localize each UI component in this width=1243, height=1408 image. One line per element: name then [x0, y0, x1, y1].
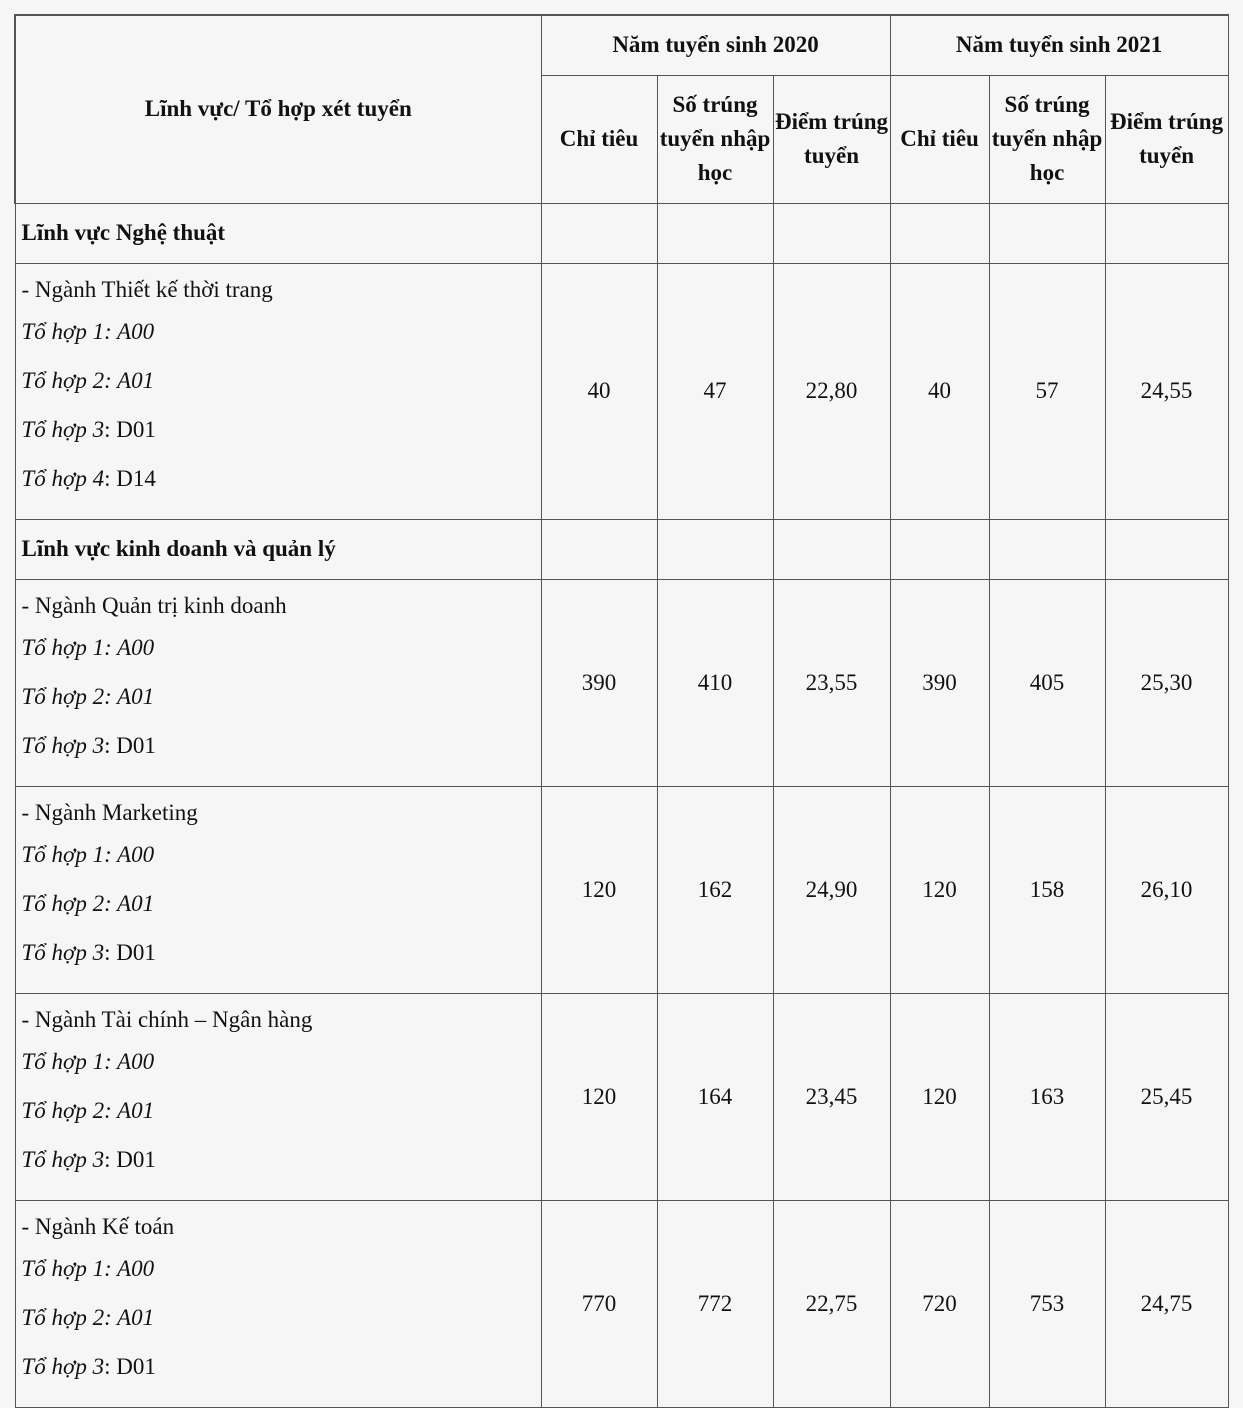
- combo-label: Tổ hợp 1: A00: [21, 318, 155, 344]
- sub-header: Điểm trúng tuyển: [1105, 75, 1228, 203]
- value-cell: 22,75: [773, 1200, 890, 1407]
- value-cell: 164: [657, 993, 773, 1200]
- combo-line: [22, 1244, 541, 1293]
- value-cell: 163: [989, 993, 1105, 1200]
- major-name: - Ngành Thiết kế thời trang: [21, 276, 273, 302]
- combo-line: [22, 1293, 541, 1342]
- major-cell: [15, 263, 541, 519]
- empty-cell: [1105, 203, 1228, 263]
- empty-cell: [773, 519, 890, 579]
- combo-label: Tổ hợp 1: A00: [21, 1255, 155, 1281]
- value-cell: 162: [657, 786, 773, 993]
- value-cell: 40: [890, 263, 989, 519]
- major-cell: [15, 993, 541, 1200]
- value-cell: 47: [657, 263, 773, 519]
- major-row: [15, 1200, 1228, 1407]
- value-cell: 390: [541, 579, 657, 786]
- value-cell: 158: [989, 786, 1105, 993]
- combo-code: : D01: [104, 1353, 156, 1379]
- combo-label: Tổ hợp 2: A01: [21, 367, 155, 393]
- section-title: Lĩnh vực kinh doanh và quản lý: [15, 519, 541, 579]
- value-cell: 720: [890, 1200, 989, 1407]
- major-row: [15, 993, 1228, 1200]
- value-cell: 770: [541, 1200, 657, 1407]
- empty-cell: [1105, 519, 1228, 579]
- sub-header: Chỉ tiêu: [541, 75, 657, 203]
- combo-label: Tổ hợp 1: A00: [21, 634, 155, 660]
- empty-cell: [890, 519, 989, 579]
- year-2021-header: Năm tuyển sinh 2021: [890, 15, 1228, 75]
- major-row: [15, 786, 1228, 993]
- value-cell: 25,45: [1105, 993, 1228, 1200]
- combo-line: [22, 1135, 541, 1184]
- value-cell: 23,55: [773, 579, 890, 786]
- table-body: [15, 203, 1228, 1407]
- major-row: [15, 579, 1228, 786]
- combo-line: [22, 1037, 541, 1086]
- value-cell: 26,10: [1105, 786, 1228, 993]
- combo-label: Tổ hợp 3: [21, 1146, 105, 1172]
- section-title: Lĩnh vực Nghệ thuật: [15, 203, 541, 263]
- value-cell: 57: [989, 263, 1105, 519]
- value-cell: 120: [541, 993, 657, 1200]
- combo-label: Tổ hợp 2: A01: [21, 1304, 155, 1330]
- combo-label: Tổ hợp 3: [21, 732, 105, 758]
- sub-header: Số trúng tuyển nhập học: [989, 75, 1105, 203]
- value-cell: 22,80: [773, 263, 890, 519]
- empty-cell: [657, 203, 773, 263]
- combo-line: [22, 928, 541, 977]
- sub-header: Điểm trúng tuyển: [773, 75, 890, 203]
- section-row: [15, 519, 1228, 579]
- combo-line: [22, 830, 541, 879]
- combo-code: : D01: [104, 939, 156, 965]
- major-name: - Ngành Marketing: [21, 799, 198, 825]
- combo-line: [22, 623, 541, 672]
- value-cell: 120: [890, 786, 989, 993]
- section-row: [15, 203, 1228, 263]
- major-name: - Ngành Kế toán: [21, 1213, 175, 1239]
- combo-label: Tổ hợp 3: [21, 416, 105, 442]
- combo-line: [22, 879, 541, 928]
- combo-line: [22, 1086, 541, 1135]
- empty-cell: [657, 519, 773, 579]
- combo-line: [22, 405, 541, 454]
- empty-cell: [541, 519, 657, 579]
- empty-cell: [773, 203, 890, 263]
- major-row: [15, 263, 1228, 519]
- combo-label: Tổ hợp 4: [21, 465, 105, 491]
- combo-label: Tổ hợp 2: A01: [21, 683, 155, 709]
- value-cell: 772: [657, 1200, 773, 1407]
- admission-table: [14, 14, 1229, 1408]
- value-cell: 390: [890, 579, 989, 786]
- value-cell: 24,75: [1105, 1200, 1228, 1407]
- value-cell: 405: [989, 579, 1105, 786]
- combo-code: : D01: [104, 1146, 156, 1172]
- value-cell: 120: [890, 993, 989, 1200]
- combo-label: Tổ hợp 1: A00: [21, 1048, 155, 1074]
- combo-line: [22, 307, 541, 356]
- combo-code: : D01: [104, 732, 156, 758]
- major-name: - Ngành Tài chính – Ngân hàng: [21, 1006, 313, 1032]
- value-cell: 410: [657, 579, 773, 786]
- empty-cell: [989, 203, 1105, 263]
- combo-line: [22, 356, 541, 405]
- value-cell: 24,55: [1105, 263, 1228, 519]
- value-cell: 753: [989, 1200, 1105, 1407]
- combo-code: : D14: [104, 465, 156, 491]
- empty-cell: [890, 203, 989, 263]
- sub-header: Số trúng tuyển nhập học: [657, 75, 773, 203]
- combo-label: Tổ hợp 2: A01: [21, 890, 155, 916]
- value-cell: 25,30: [1105, 579, 1228, 786]
- major-cell: [15, 579, 541, 786]
- major-cell: [15, 786, 541, 993]
- combo-label: Tổ hợp 3: [21, 939, 105, 965]
- combo-label: Tổ hợp 1: A00: [21, 841, 155, 867]
- value-cell: 23,45: [773, 993, 890, 1200]
- field-column-header: Lĩnh vực/ Tổ hợp xét tuyển: [15, 15, 541, 203]
- combo-line: [22, 1342, 541, 1391]
- combo-line: [22, 721, 541, 770]
- combo-label: Tổ hợp 3: [21, 1353, 105, 1379]
- empty-cell: [989, 519, 1105, 579]
- major-cell: [15, 1200, 541, 1407]
- combo-code: : D01: [104, 416, 156, 442]
- value-cell: 40: [541, 263, 657, 519]
- value-cell: 120: [541, 786, 657, 993]
- major-name: - Ngành Quản trị kinh doanh: [21, 592, 287, 618]
- combo-line: [22, 454, 541, 503]
- combo-line: [22, 672, 541, 721]
- year-2020-header: Năm tuyển sinh 2020: [541, 15, 890, 75]
- combo-label: Tổ hợp 2: A01: [21, 1097, 155, 1123]
- sub-header: Chỉ tiêu: [890, 75, 989, 203]
- value-cell: 24,90: [773, 786, 890, 993]
- empty-cell: [541, 203, 657, 263]
